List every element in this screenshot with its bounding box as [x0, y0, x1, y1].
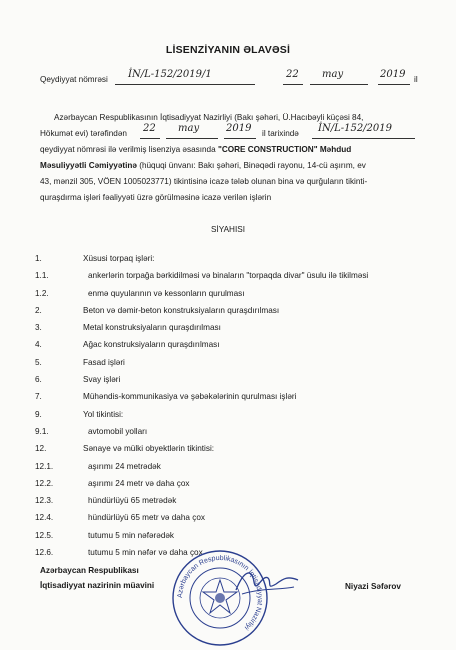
paragraph-line-5: 43, mənzil 305, VÖEN 1005023771) tikintisinə icazə tələb olunan bina və qurğuların tikinti- — [40, 177, 368, 186]
registration-year: 2019 — [380, 69, 406, 80]
list-item-number: 12.6. — [35, 548, 54, 558]
company-name: "CORE CONSTRUCTION" Məhdud — [217, 145, 352, 154]
issue-day: 22 — [143, 123, 156, 134]
list-item-number: 12.3. — [35, 496, 54, 506]
list-item-number: 6. — [35, 375, 42, 385]
registration-year-suffix: il — [414, 75, 418, 84]
list-item — [35, 358, 435, 375]
list-item-number: 2. — [35, 305, 42, 315]
paragraph-line-6: quraşdırma işləri fəaliyyəti üzrə görülməsinə icazə verilən işlərin — [40, 193, 272, 202]
list-item — [35, 444, 435, 461]
legal-address: (hüquqi ünvanı: Bakı şəhəri, Binəqədi rayonu, 14-cü aşırım, ev — [139, 161, 366, 170]
list-item-number: 1.2. — [35, 288, 49, 298]
list-item-number: 1.1. — [35, 271, 49, 281]
paragraph-line-1: Azərbaycan Respublikasının İqtisadiyyat Nazirliyi (Bakı şəhəri, Ü.Hacıbəyli küçəsi 84, — [54, 113, 364, 122]
paragraph-line-3 — [40, 142, 440, 158]
list-item-number: 9.1. — [35, 426, 49, 436]
list-item-number: 5. — [35, 357, 42, 367]
list-title: SİYAHISI — [211, 225, 245, 234]
stamp-ring-text: Azərbaycan Respublikasının İqtisadiyyat Nazirliyi — [176, 554, 264, 632]
list-item — [35, 254, 435, 271]
issue-year: 2019 — [226, 123, 252, 134]
list-item-number: 12.5. — [35, 530, 54, 540]
list-item-text: Yol tikintisi: — [83, 409, 124, 419]
list-item — [35, 271, 435, 288]
paragraph-line-2b: il tarixində — [262, 129, 299, 138]
list-item — [35, 427, 435, 444]
signatory-title-line-1: Azərbaycan Respublikası — [40, 566, 139, 575]
list-item — [35, 375, 435, 392]
list-item — [35, 323, 435, 340]
paragraph-line-4 — [40, 158, 440, 174]
registration-number: İN/L-152/2019/1 — [128, 69, 212, 80]
registration-day: 22 — [286, 69, 299, 80]
list-item-text: Fasad işləri — [83, 357, 125, 367]
list-item-number: 12. — [35, 444, 47, 454]
list-item-number: 1. — [35, 254, 42, 263]
list-item-number: 12.4. — [35, 513, 54, 523]
works-list — [35, 254, 435, 565]
list-item-text: Ağac konstruksiyaların quraşdırılması — [83, 340, 220, 350]
list-item — [35, 479, 435, 496]
list-item — [35, 462, 435, 479]
list-item — [35, 392, 435, 409]
handwritten-signature — [232, 560, 302, 600]
list-item-number: 7. — [35, 392, 42, 402]
list-item-number: 12.1. — [35, 461, 54, 471]
list-item-text: Beton və dəmir-beton konstruksiyaların quraşdırılması — [83, 305, 280, 315]
paragraph-line-3a: qeydiyyat nömrəsi ilə verilmiş lisenziya əsasında — [40, 145, 216, 154]
list-item-text: hündürlüyü 65 metr və daha çox — [88, 513, 205, 523]
list-item-number: 3. — [35, 323, 42, 333]
list-item-number: 4. — [35, 340, 42, 350]
list-item — [35, 410, 435, 427]
issue-month: may — [178, 123, 200, 134]
list-item-text: hündürlüyü 65 metrədək — [88, 496, 177, 506]
list-item-text: avtomobil yolları — [88, 426, 148, 436]
signatory-title-line-2: İqtisadiyyat nazirinin müavini — [40, 581, 155, 590]
list-item-text: Metal konstruksiyaların quraşdırılması — [83, 323, 221, 333]
registration-label: Qeydiyyat nömrəsi — [40, 75, 108, 84]
list-item-text: aşırımı 24 metrədək — [88, 461, 161, 471]
company-type: Məsuliyyətli Cəmiyyətinə — [40, 161, 137, 170]
list-item-text: Sənaye və mülki obyektlərin tikintisi: — [83, 444, 215, 454]
list-item — [35, 531, 435, 548]
list-item-text: enmə quyularının və kessonların qurulması — [88, 288, 245, 298]
document-title: LİSENZİYANIN ƏLAVƏSİ — [165, 44, 291, 56]
list-item — [35, 306, 435, 323]
list-item-number: 12.2. — [35, 478, 54, 488]
list-item-text: Svay işləri — [83, 375, 121, 385]
signatory-name: Niyazi Səfərov — [345, 582, 401, 591]
list-item — [35, 496, 435, 513]
issue-number: İN/L-152/2019 — [318, 123, 392, 134]
paragraph-line-2a: Hökumət evi) tərəfindən — [40, 129, 127, 138]
list-item-text: Xüsusi torpaq işləri: — [83, 254, 155, 263]
list-item-text: tutumu 5 min nəfərədək — [88, 530, 175, 540]
registration-month: may — [322, 69, 344, 80]
list-item-text: tutumu 5 min nəfər və daha çox — [88, 548, 203, 558]
signatory-title — [40, 563, 154, 593]
list-item-text: Mühəndis-kommunikasiya və şəbəkələrinin qurulması işləri — [83, 392, 297, 402]
list-item — [35, 340, 435, 357]
list-item-number: 9. — [35, 409, 42, 419]
list-item-text: aşırımı 24 metr və daha çox — [88, 478, 190, 488]
list-item — [35, 513, 435, 530]
list-item — [35, 289, 435, 306]
list-item-text: ankerlərin torpağa bərkidilməsi və binaların "torpaqda divar" üsulu ilə tikilməsi — [88, 271, 369, 281]
